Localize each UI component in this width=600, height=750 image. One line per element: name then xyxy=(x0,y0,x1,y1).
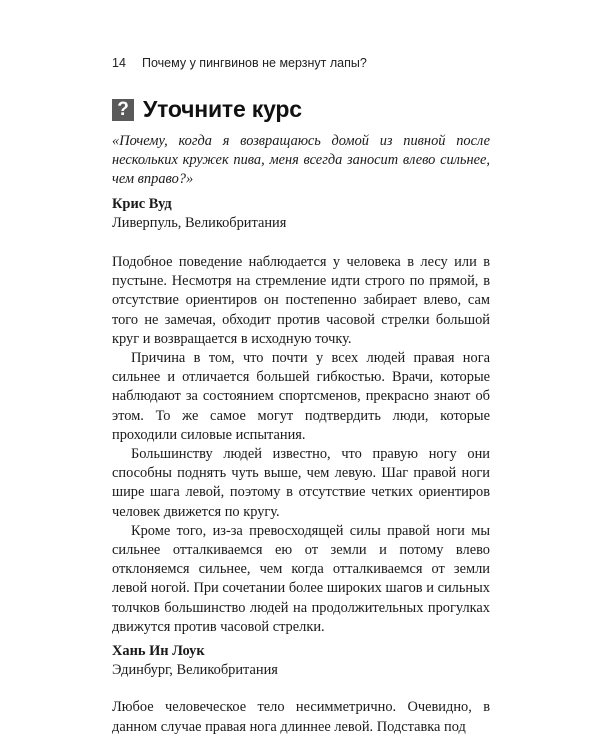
answer-paragraph: Кроме того, из-за превосходящей силы правой ноги мы сильнее отталкиваемся ею от земли и потому влево отклоняемся сильнее, чем когда отталкиваемся от земли левой ногой. При сочетании более широких шагов и сильных толчков большинство людей на продолжительных прогулках движутся против часовой стрелки. xyxy=(112,522,490,635)
asker-location: Ливерпуль, Великобритания xyxy=(112,214,287,231)
section-heading xyxy=(112,96,302,123)
answer-paragraph: Большинству людей известно, что правую ногу они способны поднять чуть выше, чем левую. Шаг правой ноги шире шага левой, поэтому в отсутствие четких ориентиров человек движется по кругу. xyxy=(112,446,490,520)
page-number: 14 xyxy=(112,56,126,70)
answer-paragraph: Подобное поведение наблюдается у человека в лесу или в пустыне. Несмотря на стремление идти строго по прямой, в отсутствие ориентиров он постепенно забирает влево, сам того не замечая, обходит против часовой стрелки большой круг и возвращается в исходную точку. xyxy=(112,254,490,347)
responder-location: Эдинбург, Великобритания xyxy=(112,662,278,679)
question-mark-icon: ? xyxy=(112,99,134,121)
running-title: Почему у пингвинов не мерзнут лапы? xyxy=(142,56,367,70)
section-title: Уточните курс xyxy=(143,96,302,122)
answer-paragraph: Причина в том, что почти у всех людей правая нога сильнее и отличается большей гибкостью. Врачи, которые наблюдают за состоянием спортсменов, прекрасно знают об этом. То же самое могут подтвердить люди, которые проходили силовые испытания. xyxy=(112,350,490,443)
answer-paragraph: Любое человеческое тело несимметрично. Очевидно, в данном случае правая нога длиннее левой. Подставка под xyxy=(112,699,490,735)
running-header xyxy=(112,56,520,70)
asker-name: Крис Вуд xyxy=(112,195,172,212)
reader-question: «Почему, когда я возвращаюсь домой из пивной после нескольких кружек пива, меня всегда заносит влево сильнее, чем вправо?» xyxy=(112,133,490,188)
article-body xyxy=(112,132,490,737)
responder-name: Хань Ин Лоук xyxy=(112,643,205,660)
